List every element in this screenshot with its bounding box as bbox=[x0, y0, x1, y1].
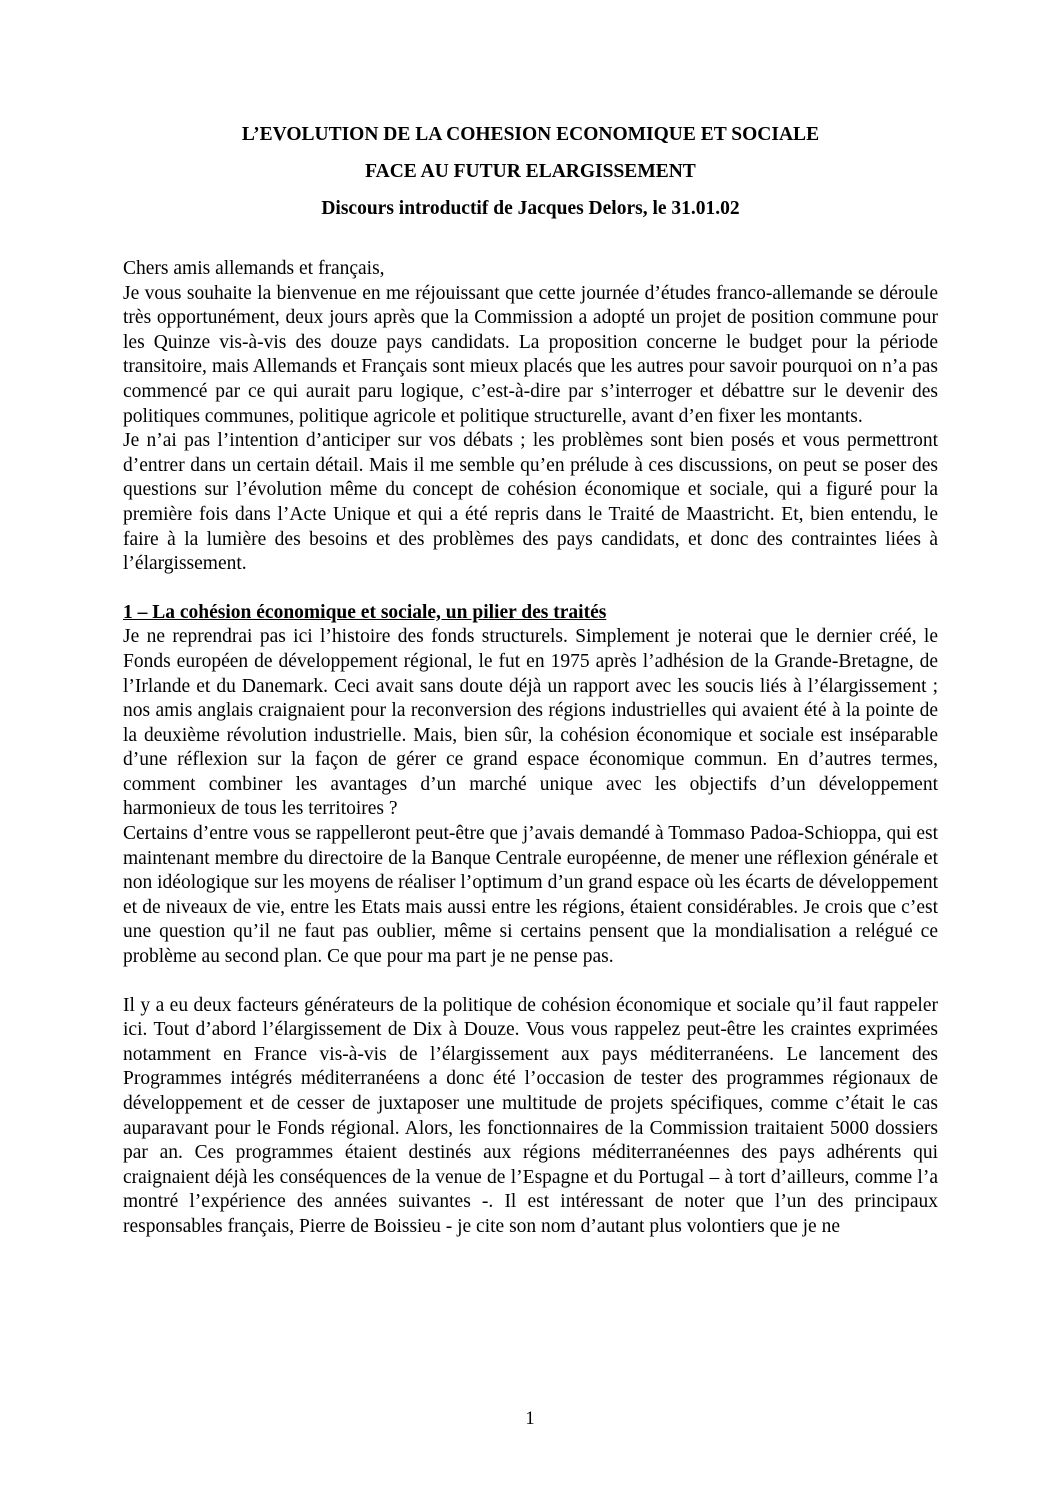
document-title-line-1: L’EVOLUTION DE LA COHESION ECONOMIQUE ET SOCIALE bbox=[241, 124, 820, 145]
blank-line-2 bbox=[123, 970, 938, 994]
page-number: 1 bbox=[525, 1409, 535, 1429]
paragraph-4: Certains d’entre vous se rappelleront peut-être que j’avais demandé à Tommaso Padoa-Schioppa, qui est maintenant membre du directoire de la Banque Centrale européenne, de mener une réflexion générale et non idéologique sur les moyens de réaliser l’optimum d’un grand espace où les écarts de développement et de niveaux de vie, entre les Etats mais aussi entre les régions, étaient considérables. Je crois que c’est une question qu’il ne faut pas oublier, même si certains pensent que la mondialisation a relégué ce problème au second plan. Ce que pour ma part je ne pense pas. bbox=[123, 823, 938, 968]
document-body bbox=[123, 257, 938, 1240]
paragraph-1: Je vous souhaite la bienvenue en me réjouissant que cette journée d’études franco-allemande se déroule très opportunément, deux jours après que la Commission a adopté un projet de position commune pour les Quinze vis-à-vis des douze pays candidats. La proposition concerne le budget pour la période transitoire, mais Allemands et Français sont mieux placés que les autres pour savoir pourquoi on n’a pas commencé par ce qui aurait paru logique, c’est-à-dire par s’interroger et débattre sur le devenir des politiques communes, politique agricole et politique structurelle, avant d’en fixer les montants. bbox=[123, 282, 938, 427]
document-subtitle: Discours introductif de Jacques Delors, le 31.01.02 bbox=[321, 198, 740, 219]
paragraph-3: Je ne reprendrai pas ici l’histoire des fonds structurels. Simplement je noterai que le dernier créé, le Fonds européen de développement régional, le fut en 1975 après l’adhésion de la Grande-Bretagne, de l’Irlande et du Danemark. Ceci avait sans doute déjà un rapport avec les soucis liés à l’élargissement ; nos amis anglais craignaient pour la reconversion des régions industrielles qui avaient été à la pointe de la deuxième révolution industrielle. Mais, bien sûr, la cohésion économique et sociale est inséparable d’une réflexion sur la façon de gérer ce grand espace économique commun. En d’autres termes, comment combiner les avantages d’un marché unique avec les objectifs d’un développement harmonieux de tous les territoires ? bbox=[123, 626, 938, 820]
paragraph-5: Il y a eu deux facteurs générateurs de la politique de cohésion économique et sociale qu’il faut rappeler ici. Tout d’abord l’élargissement de Dix à Douze. Vous vous rappelez peut-être les craintes exprimées notamment en France vis-à-vis de l’élargissement aux pays méditerranéens. Le lancement des Programmes intégrés méditerranéens a donc été l’occasion de tester des programmes régionaux de développement et de cesser de juxtaposer une multitude de projets spécifiques, comme c’était le cas auparavant pour le Fonds régional. Alors, les fonctionnaires de la Commission traitaient 5000 dossiers par an. Ces programmes étaient destinés aux régions méditerranéennes des pays adhérents qui craignaient déjà les conséquences de la venue de l’Espagne et du Portugal – à tort d’ailleurs, comme l’a montré l’expérience des années suivantes -. Il est intéressant de noter que l’un des principaux responsables français, Pierre de Boissieu - je cite son nom d’autant plus volontiers que je ne bbox=[123, 994, 938, 1237]
salutation-line: Chers amis allemands et français, bbox=[123, 258, 385, 279]
section-1-heading: 1 – La cohésion économique et sociale, un pilier des traités bbox=[123, 601, 607, 623]
blank-line-1 bbox=[123, 577, 938, 601]
page-content bbox=[123, 123, 938, 1240]
document-title-line-2: FACE AU FUTUR ELARGISSEMENT bbox=[365, 161, 696, 182]
paragraph-2: Je n’ai pas l’intention d’anticiper sur vos débats ; les problèmes sont bien posés et vous permettront d’entrer dans un certain détail. Mais il me semble qu’en prélude à ces discussions, on peut se poser des questions sur l’évolution même du concept de cohésion économique et sociale, qui a figuré pour la première fois dans l’Acte Unique et qui a été repris dans le Traité de Maastricht. Et, bien entendu, le faire à la lumière des besoins et des problèmes des pays candidats, et donc des contraintes liées à l’élargissement. bbox=[123, 430, 938, 575]
